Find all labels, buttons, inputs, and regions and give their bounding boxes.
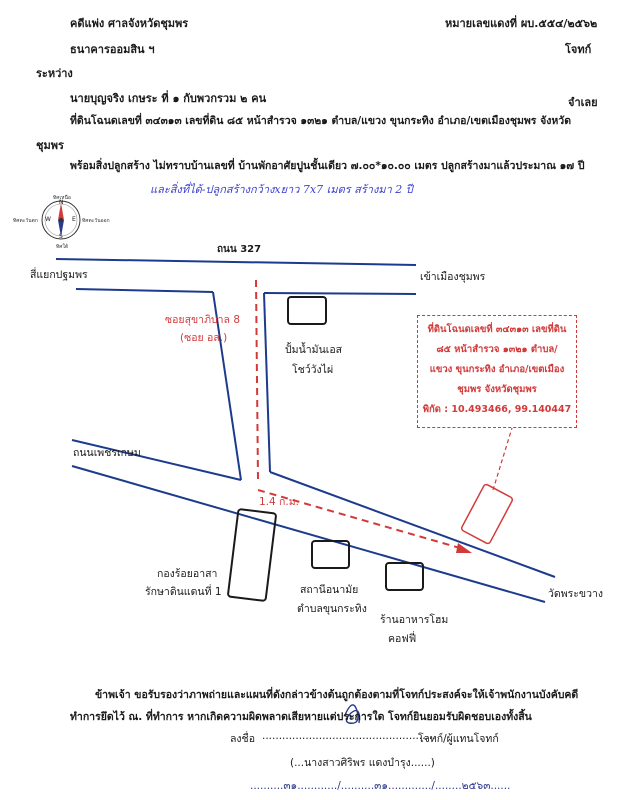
compass-east-label: ทิศตะวันออก	[82, 218, 110, 224]
military-label-2: รักษาดินแดนที่ 1	[145, 586, 222, 598]
defendant-name: นายบุญจริง เกษระ ที่ ๑ กับพวกรวม ๒ คน	[70, 92, 267, 105]
health-label-1: สถานีอนามัย	[300, 584, 359, 596]
compass-e: E	[72, 216, 76, 223]
between-label: ระหว่าง	[36, 67, 73, 80]
signer-name: (...นางสาวศิริพร แดงบำรุง......)	[290, 757, 435, 769]
sign-dots: ....................................................	[262, 730, 436, 742]
case-court-line: คดีแพ่ง ศาลจังหวัดชุมพร	[70, 17, 189, 30]
gas-station-label-2: โชว์วังไผ่	[292, 364, 334, 376]
road-327-bottom-edge-left	[76, 289, 213, 292]
gas-station-label-1: ปั้มน้ำมันเอส	[285, 344, 343, 356]
military-label-1: กองร้อยอาสา	[157, 568, 218, 580]
sign-role: โจทก์/ผู้แทนโจทก์	[418, 733, 499, 745]
certify-line-1: ข้าพเจ้า ขอรับรองว่าภาพถ่ายและแผนที่ดังกล่าวข้างต้นถูกต้องตามที่โจทก์ประสงค์จะให้เจ้าพนักงานบังคับคดี	[95, 689, 579, 701]
temple-label: วัดพระขวาง	[548, 588, 604, 600]
infobox-coordinates: พิกัด : 10.493466, 99.140447	[422, 404, 572, 415]
road-327-bottom-edge-right	[264, 293, 416, 294]
restaurant-building	[386, 563, 423, 590]
infobox-line-3: แขวง ขุนกระทิง อำเภอ/เขตเมือง	[429, 364, 565, 375]
restaurant-label-2: คอฟฟี่	[388, 633, 417, 645]
plaintiff-role: โจทก์	[565, 43, 592, 56]
road-327-top-edge	[56, 259, 416, 265]
infobox-line-2: ๘๕ หน้าสำรวจ ๑๓๒๑ ตำบล/	[436, 344, 558, 355]
left-junction-label: สี่แยกปฐมพร	[30, 269, 88, 281]
land-line-3: พร้อมสิ่งปลูกสร้าง ไม่ทราบบ้านเลขที่ บ้านพักอาศัยปูนชั้นเดียว ๗.๐๐*๑๐.๐๐ เมตร ปลูกสร้างมาแล้วประมาณ ๑๗ ปี	[70, 160, 585, 172]
case-number: หมายเลขแดงที่ ผบ.๕๕๔/๒๕๖๒	[445, 17, 598, 30]
infobox-line-1: ที่ดินโฉนดเลขที่ ๓๔๓๑๓ เลขที่ดิน	[427, 324, 567, 335]
certify-line-2: ทำการยึดไว้ ณ. ที่ทำการ หากเกิดความผิดพลาดเสียหายแต่ประการใด โจทก์ยินยอมรับผิดชอบเองทั้งสิ้น	[70, 711, 532, 723]
plot-callout-line	[493, 428, 512, 490]
restaurant-label-1: ร้านอาหารโฮม	[380, 614, 449, 626]
plaintiff-name: ธนาคารออมสิน ฯ	[70, 43, 155, 56]
sign-date: ..........๓๑............/..........๓๑............./........๒๕๖๓......	[250, 780, 511, 792]
soi-sub-label: (ซอย อส.)	[180, 332, 228, 344]
compass-n: N	[59, 199, 64, 206]
defendant-role: จำเลย	[568, 96, 598, 109]
route-dashed-soi	[256, 280, 258, 480]
compass-south-label: ทิศใต้	[56, 244, 69, 250]
compass-north-label: ทิศเหนือ	[53, 195, 71, 201]
health-label-2: ตำบลขุนกระทิง	[297, 603, 367, 615]
land-plot-marker	[461, 484, 514, 545]
compass-w: W	[45, 216, 51, 223]
gas-station-building	[288, 297, 326, 324]
phetkasem-road-label: ถนนเพชรเกษม	[73, 447, 141, 459]
land-line-1: ที่ดินโฉนดเลขที่ ๓๔๓๑๓ เลขที่ดิน ๘๕ หน้าสำรวจ ๑๓๒๑ ตำบล/แขวง ขุนกระทิง อำเภอ/เขตเมืองชุมพร จังหวัด	[70, 115, 572, 127]
compass-s: S	[59, 233, 63, 240]
distance-label: 1.4 ก.ม.	[259, 496, 299, 508]
compass-west-label: ทิศตะวันตก	[13, 218, 38, 224]
land-line-2: ชุมพร	[36, 139, 64, 152]
soi-right-edge	[264, 293, 270, 472]
soi-label: ซอยสุขาภิบาล 8	[165, 314, 241, 326]
infobox-line-4: ชุมพร จังหวัดชุมพร	[457, 384, 537, 395]
land-info-box	[417, 315, 577, 428]
sign-prefix: ลงชื่อ	[230, 733, 255, 745]
handwritten-note: และสิ่งที่ได้-ปลูกสร้างกว้างxยาว 7x7 เมตร สร้างมา 2 ปี	[150, 183, 413, 196]
right-city-label: เข้าเมืองชุมพร	[420, 271, 486, 283]
road-327-label: ถนน 327	[217, 244, 262, 255]
